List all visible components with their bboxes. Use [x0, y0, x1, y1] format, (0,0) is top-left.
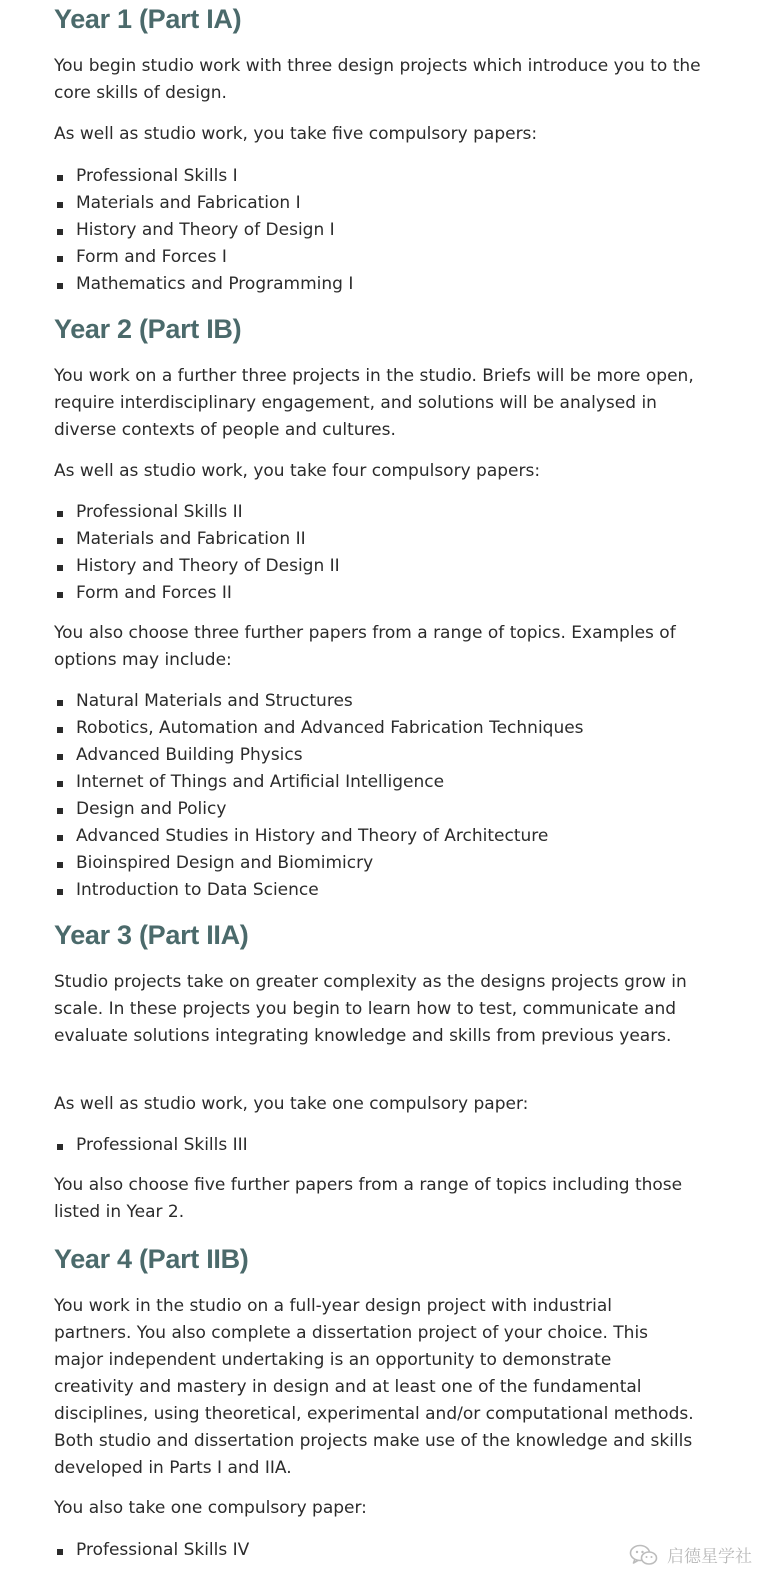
- list-item: Natural Materials and Structures: [54, 688, 584, 715]
- list-item: Professional Skills III: [54, 1132, 248, 1159]
- list-item: Bioinspired Design and Biomimicry: [54, 850, 584, 877]
- year2-options-list: [54, 688, 584, 904]
- list-item: Materials and Fabrication II: [54, 526, 340, 553]
- year2-papers-intro: As well as studio work, you take four compulsory papers:: [54, 461, 541, 481]
- list-item: Mathematics and Programming I: [54, 271, 353, 298]
- list-item: Design and Policy: [54, 796, 584, 823]
- year2-heading: Year 2 (Part IB): [54, 314, 242, 344]
- year2-options-intro: You also choose three further papers from a range of topics. Examples of options may include:: [54, 623, 676, 670]
- year4-heading: Year 4 (Part IIB): [54, 1244, 249, 1274]
- list-item: Professional Skills II: [54, 499, 340, 526]
- year2-papers-list: [54, 499, 340, 607]
- list-item: Form and Forces II: [54, 580, 340, 607]
- year4-intro: You work in the studio on a full-year design project with industrial partners. You also complete a dissertation project of your choice. This major independent undertaking is an opportunity to demonstrate creativity and mastery in design and at least one of the fundamental disciplines, using theoretical, experimental and/or computational methods. Both studio and dissertation projects make use of the knowledge and skills developed in Parts I and IIA.: [54, 1296, 694, 1478]
- list-item: History and Theory of Design I: [54, 217, 353, 244]
- list-item: History and Theory of Design II: [54, 553, 340, 580]
- year3-heading: Year 3 (Part IIA): [54, 920, 249, 950]
- year4-papers-list: [54, 1537, 249, 1564]
- year4-papers-intro: You also take one compulsory paper:: [54, 1498, 367, 1518]
- year1-intro: You begin studio work with three design projects which introduce you to the core skills of design.: [54, 56, 701, 103]
- year3-papers-list: [54, 1132, 248, 1159]
- year3-intro: Studio projects take on greater complexity as the designs projects grow in scale. In these projects you begin to learn how to test, communicate and evaluate solutions integrating knowledge and skills from previous years.: [54, 972, 687, 1046]
- list-item: Advanced Building Physics: [54, 742, 584, 769]
- list-item: Form and Forces I: [54, 244, 353, 271]
- year3-options-intro: You also choose five further papers from a range of topics including those listed in Year 2.: [54, 1175, 683, 1222]
- year2-intro: You work on a further three projects in the studio. Briefs will be more open, require interdisciplinary engagement, and solutions will be analysed in diverse contexts of people and cultures.: [54, 366, 694, 440]
- watermark-text: 启德星学社: [667, 1547, 752, 1567]
- year3-papers-intro: As well as studio work, you take one compulsory paper:: [54, 1094, 529, 1114]
- wechat-icon: [629, 1543, 659, 1567]
- list-item: Professional Skills IV: [54, 1537, 249, 1564]
- watermark: [629, 1542, 752, 1567]
- list-item: Advanced Studies in History and Theory of Architecture: [54, 823, 584, 850]
- list-item: Professional Skills I: [54, 163, 353, 190]
- list-item: Internet of Things and Artificial Intelligence: [54, 769, 584, 796]
- year1-papers-intro: As well as studio work, you take five compulsory papers:: [54, 124, 538, 144]
- list-item: Introduction to Data Science: [54, 877, 584, 904]
- list-item: Materials and Fabrication I: [54, 190, 353, 217]
- year1-heading: Year 1 (Part IA): [54, 4, 242, 34]
- list-item: Robotics, Automation and Advanced Fabrication Techniques: [54, 715, 584, 742]
- year1-papers-list: [54, 163, 353, 298]
